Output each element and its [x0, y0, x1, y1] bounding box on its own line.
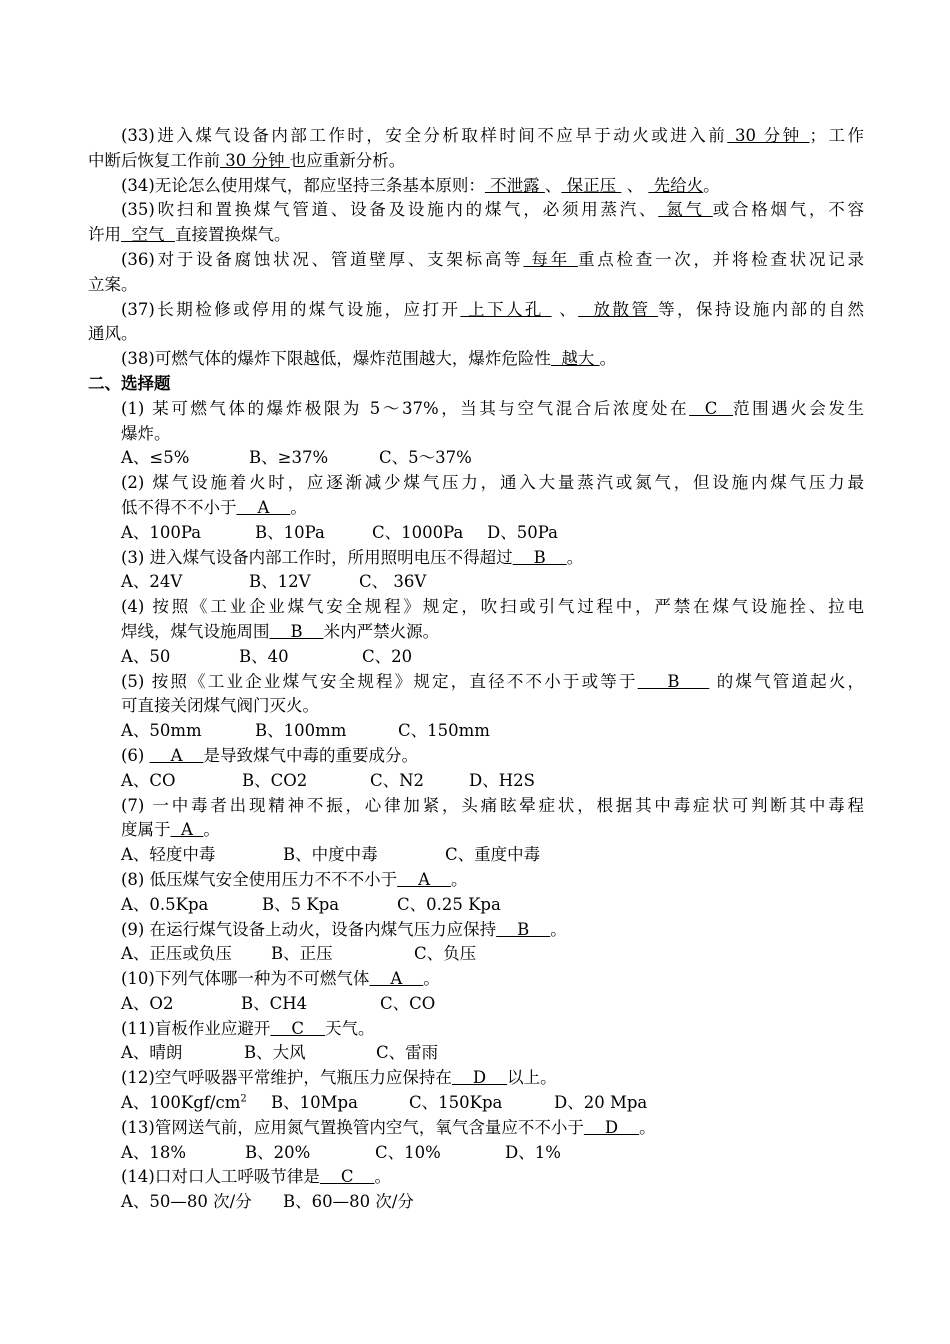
choice-question-12: (12)空气呼吸器平常维护，气瓶压力应保持在 D 以上。	[121, 1068, 557, 1088]
answer-blank: B	[269, 621, 324, 641]
option: B、正压	[271, 944, 333, 964]
answer-blank: C	[319, 1167, 375, 1187]
option: B、CH4	[241, 993, 308, 1013]
option: B、60—80 次/分	[283, 1192, 414, 1212]
choice-options-6	[88, 769, 864, 794]
choice-options-10	[88, 992, 864, 1017]
option: D、50Pa	[487, 522, 558, 542]
choice-question-5: (5) 按照《工业企业煤气安全规程》规定，直径不不小于或等于 B 的煤气管道起火，	[121, 671, 865, 691]
choice-question-14: (14)口对口人工呼吸节律是 C 。	[121, 1167, 391, 1187]
answer-blank: A	[170, 820, 204, 840]
answer-blank: 30 分钟	[220, 150, 290, 170]
answer-blank: C	[270, 1018, 325, 1038]
fill-item-33-cont: 中断后恢复工作前 30 分钟 也应重新分析。	[88, 150, 406, 170]
choice-question-2-cont: 低不得不不小于 A 。	[121, 497, 307, 517]
fill-item-35-cont: 许用 空气 直接置换煤气。	[88, 225, 291, 245]
option: C、CO	[380, 993, 436, 1013]
option: A、$100Kgf/cm^2$	[121, 1093, 247, 1113]
option: A、≤5%	[121, 448, 190, 468]
option: D、H2S	[469, 770, 535, 790]
option: C、雷雨	[376, 1043, 439, 1063]
option: A、CO	[121, 770, 176, 790]
answer-blank: 氮气	[658, 200, 713, 220]
answer-blank: B	[496, 919, 551, 939]
choice-question-3: (3) 进入煤气设备内部工作时，所用照明电压不得超过 B 。	[121, 547, 584, 567]
option: B、10Mpa	[271, 1093, 358, 1113]
answer-blank: A	[369, 969, 424, 989]
option: A、O2	[121, 993, 174, 1013]
option: A、正压或负压	[121, 944, 232, 964]
choice-options-11	[88, 1041, 864, 1066]
option: C、5～37%	[379, 448, 472, 468]
choice-question-13: (13)管网送气前，应用氮气置换管内空气，氧气含量应不不小于 D 。	[121, 1117, 656, 1137]
option: A、100Pa	[121, 522, 202, 542]
option: C、1000Pa	[372, 522, 464, 542]
choice-options-9	[88, 942, 864, 967]
document-page	[88, 124, 864, 1215]
answer-blank: 上下人孔	[460, 299, 552, 319]
choice-options-12	[88, 1091, 864, 1116]
option: C、150Kpa	[409, 1093, 503, 1113]
choice-options-8	[88, 893, 864, 918]
option: D、1%	[505, 1142, 561, 1162]
fill-item-38: (38)可燃气体的爆炸下限越低，爆炸范围越大，爆炸危险性 越大 。	[121, 349, 617, 369]
choice-question-7-cont: 度属于 A 。	[121, 820, 220, 840]
choice-options-1	[88, 446, 864, 471]
choice-options-3	[88, 570, 864, 595]
option: D、20 Mpa	[554, 1093, 648, 1113]
option: A、50mm	[121, 721, 202, 741]
fill-item-37: (37)长期检修或停用的煤气设施，应打开 上下人孔 、 放散管 等，保持设施内部的自然	[121, 299, 864, 319]
answer-blank: 保正压	[561, 175, 622, 195]
option: B、100mm	[255, 721, 347, 741]
option: C、N2	[370, 770, 425, 790]
answer-blank: 越大	[550, 349, 600, 369]
choice-question-7: (7) 一中毒者出现精神不振，心律加紧，头痛眩晕症状，根据其中毒症状可判断其中毒程	[121, 795, 864, 815]
option: A、晴朗	[121, 1043, 183, 1063]
answer-blank: D	[583, 1117, 640, 1137]
choice-question-9: (9) 在运行煤气设备上动火，设备内煤气压力应保持 B 。	[121, 919, 567, 939]
choice-question-2: (2) 煤气设施着火时，应逐渐减少煤气压力，通入大量蒸汽或氮气，但设施内煤气压力最	[121, 473, 864, 493]
option: C、150mm	[398, 721, 490, 741]
option: C、负压	[414, 944, 477, 964]
answer-blank: 先给火	[648, 175, 704, 195]
option: A、50	[121, 646, 171, 666]
fill-item-33: (33)进入煤气设备内部工作时，安全分析取样时间不应早于动火或进入前 30 分钟 ；工作	[121, 126, 864, 145]
option: A、24V	[121, 572, 183, 592]
fill-item-36-cont: 立案。	[88, 274, 138, 294]
section-title: 二、选择题	[88, 373, 171, 393]
choice-options-7	[88, 843, 864, 868]
answer-blank: 不泄露	[484, 175, 545, 195]
option: A、18%	[121, 1142, 187, 1162]
option: A、0.5Kpa	[121, 894, 209, 914]
option: B、5 Kpa	[262, 894, 340, 914]
answer-blank: B	[512, 547, 567, 567]
choice-question-4: (4) 按照《工业企业煤气安全规程》规定，吹扫或引气过程中，严禁在煤气设施拴、拉电	[121, 597, 864, 617]
option: C、 36V	[359, 572, 427, 592]
option: B、中度中毒	[283, 845, 378, 865]
answer-blank: B	[637, 671, 710, 691]
answer-blank: A	[149, 745, 204, 765]
option: C、10%	[375, 1142, 441, 1162]
choice-options-4	[88, 645, 864, 670]
fill-item-34: (34)无论怎么使用煤气，都应坚持三条基本原则： 不泄露 、 保正压 、 先给火。	[121, 175, 720, 195]
option: B、10Pa	[255, 522, 325, 542]
answer-blank: C	[689, 398, 734, 418]
answer-blank: D	[451, 1068, 508, 1088]
fill-item-36: (36)对于设备腐蚀状况、管道壁厚、支架标高等 每年 重点检查一次，并将检查状况记录	[121, 249, 864, 269]
option: C、20	[362, 646, 413, 666]
option: B、CO2	[242, 770, 308, 790]
option: C、重度中毒	[445, 845, 541, 865]
choice-question-8: (8) 低压煤气安全使用压力不不不小于 A 。	[121, 869, 468, 889]
option: B、40	[239, 646, 289, 666]
answer-blank: 放散管	[578, 299, 659, 319]
choice-question-4-cont: 焊线，煤气设施周围 B 米内严禁火源。	[121, 621, 440, 641]
answer-blank: 每年	[523, 249, 578, 269]
option: B、12V	[249, 572, 311, 592]
fill-item-37-cont: 通风。	[88, 324, 138, 344]
answer-blank: 空气	[121, 225, 175, 245]
choice-question-1-cont: 爆炸。	[121, 423, 171, 443]
choice-options-14	[88, 1190, 864, 1215]
choice-question-5-cont: 可直接关闭煤气阀门灭火。	[121, 696, 319, 716]
answer-blank: 30 分钟	[727, 126, 810, 145]
option: B、≥37%	[249, 448, 329, 468]
option: A、轻度中毒	[121, 845, 216, 865]
choice-options-2	[88, 521, 864, 546]
answer-blank: A	[236, 497, 291, 517]
choice-question-6: (6) A 是导致煤气中毒的重要成分。	[121, 745, 418, 765]
option: C、0.25 Kpa	[397, 894, 501, 914]
answer-blank: A	[397, 869, 451, 889]
choice-question-10: (10)下列气体哪一种为不可燃气体 A 。	[121, 969, 440, 989]
fill-item-35: (35)吹扫和置换煤气管道、设备及设施内的煤气，必须用蒸汽、 氮气 或合格烟气，不容	[121, 200, 865, 220]
choice-options-5	[88, 719, 864, 744]
option: B、大风	[244, 1043, 306, 1063]
choice-options-13	[88, 1141, 864, 1166]
option: A、50—80 次/分	[121, 1192, 252, 1212]
choice-question-1: (1) 某可燃气体的爆炸极限为 5～37%，当其与空气混合后浓度处在 C 范围遇火会发生	[121, 398, 865, 418]
choice-question-11: (11)盲板作业应避开 C 天气。	[121, 1018, 375, 1038]
option: B、20%	[245, 1142, 311, 1162]
